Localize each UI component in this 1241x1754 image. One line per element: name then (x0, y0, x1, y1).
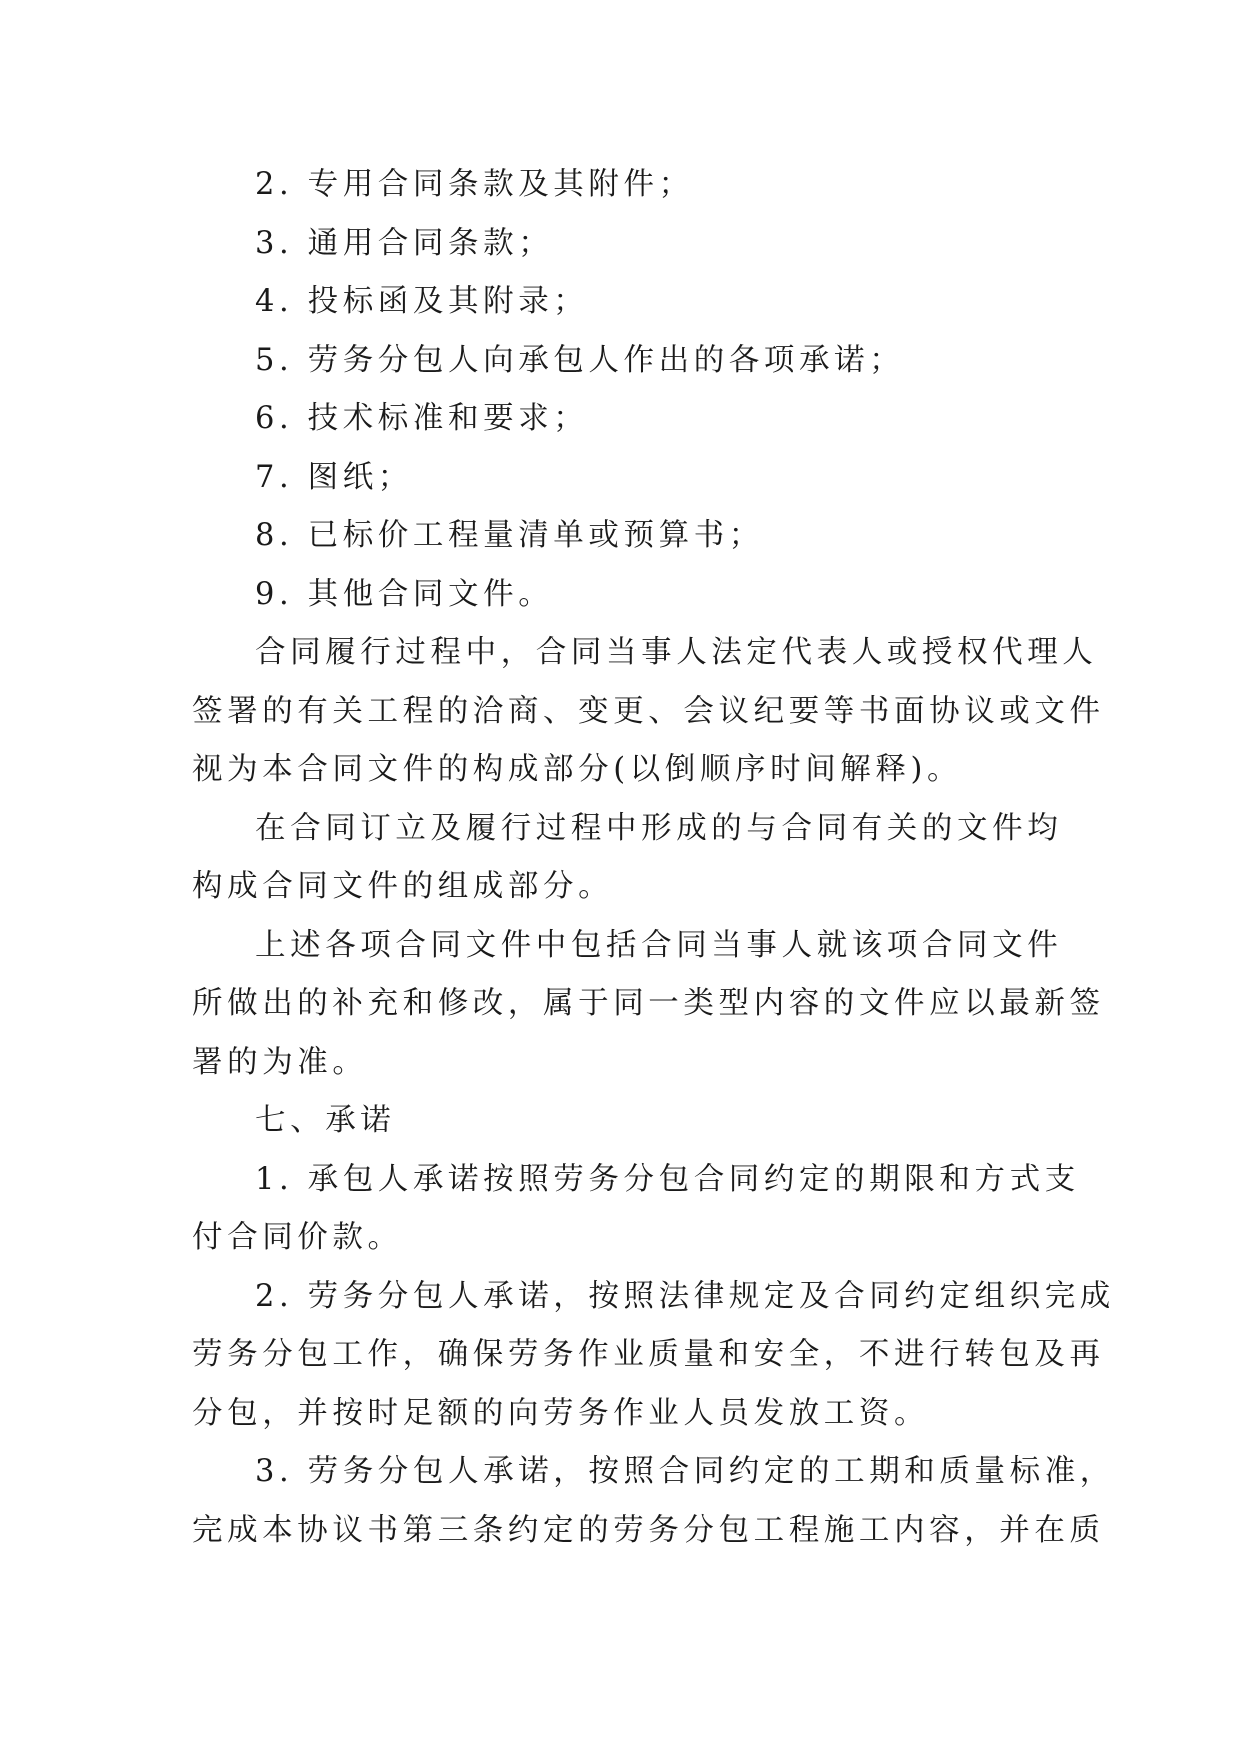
paragraph-line: 视为本合同文件的构成部分(以倒顺序时间解释)。 (192, 752, 963, 787)
promise-item-1: 1. 承包人承诺按照劳务分包合同约定的期限和方式支 (255, 1161, 1080, 1197)
paragraph-line: 劳务分包工作，确保劳务作业质量和安全，不进行转包及再 (192, 1337, 1105, 1372)
paragraph-line: 构成合同文件的组成部分。 (192, 869, 614, 904)
paragraph-line: 在合同订立及履行过程中形成的与合同有关的文件均 (255, 810, 1063, 846)
paragraph-line: 合同履行过程中，合同当事人法定代表人或授权代理人 (255, 635, 1098, 670)
section-heading: 七、承诺 (255, 1103, 396, 1138)
list-item-6: 6. 技术标准和要求； (255, 401, 589, 436)
list-item-7: 7. 图纸； (255, 459, 413, 495)
document-body (192, 156, 1115, 1560)
list-item-5: 5. 劳务分包人向承包人作出的各项承诺； (255, 342, 905, 378)
paragraph-line: 所做出的补充和修改，属于同一类型内容的文件应以最新签 (192, 986, 1105, 1021)
paragraph-line: 完成本协议书第三条约定的劳务分包工程施工内容，并在质 (192, 1512, 1105, 1548)
list-item-2: 2. 专用合同条款及其附件； (255, 167, 694, 202)
list-item-8: 8. 已标价工程量清单或预算书； (255, 518, 764, 553)
paragraph-line: 上述各项合同文件中包括合同当事人就该项合同文件 (255, 927, 1063, 963)
paragraph-line: 签署的有关工程的洽商、变更、会议纪要等书面协议或文件 (192, 693, 1105, 729)
list-item-3: 3. 通用合同条款； (255, 225, 554, 261)
promise-item-3: 3. 劳务分包人承诺，按照合同约定的工期和质量标准， (255, 1454, 1115, 1489)
paragraph-line: 付合同价款。 (192, 1220, 403, 1255)
paragraph-line: 分包，并按时足额的向劳务作业人员发放工资。 (192, 1395, 930, 1431)
paragraph-line: 署的为准。 (192, 1044, 368, 1080)
list-item-4: 4. 投标函及其附录； (255, 284, 589, 319)
promise-item-2: 2. 劳务分包人承诺，按照法律规定及合同约定组织完成 (255, 1278, 1115, 1314)
list-item-9: 9. 其他合同文件。 (255, 576, 554, 612)
